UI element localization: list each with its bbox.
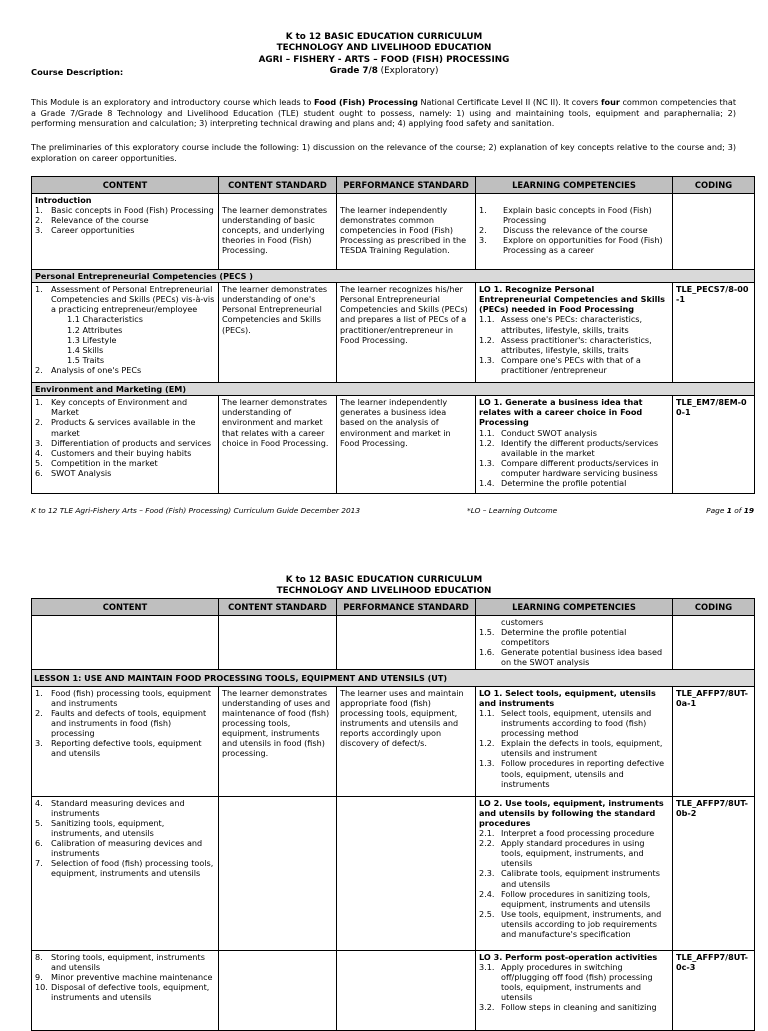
item-text: Identify the different products/services available in the market <box>501 437 659 458</box>
content-cell <box>32 616 219 670</box>
curriculum-table-page2 <box>31 598 755 1031</box>
table-row-em <box>32 396 755 494</box>
item-text: Apply standard procedures in using tools, equipment, instruments, and utensils <box>501 838 645 869</box>
item-text: Competition in the market <box>51 457 158 468</box>
item-number: 6. <box>35 467 43 478</box>
page-text: of <box>731 506 744 515</box>
item-text: Explain the defects in tools, equipment, utensils and instrument <box>501 738 663 759</box>
item-text: Basic concepts in Food (Fish) Processing <box>51 205 214 216</box>
item-text: Select tools, equipment, utensils and instruments according to food (fish) processing method <box>501 707 652 739</box>
list-item <box>35 838 215 858</box>
item-number: 1.3. <box>479 354 495 365</box>
performance-text: The learner independently demonstrates common competencies in Food (Fish) Processing as prescribed in the TESDA Training Regulation. <box>340 205 467 256</box>
coding-cell: TLE_EM7/8EM-00-1 <box>673 396 755 494</box>
item-text: Discuss the relevance of the course <box>503 225 648 236</box>
list-item <box>35 448 215 458</box>
item-number: 2. <box>35 364 43 375</box>
item-number: 1.1. <box>479 314 495 325</box>
item-number: 1.6. <box>479 647 495 658</box>
list-item <box>479 909 669 939</box>
competency-cell <box>476 796 673 950</box>
list-item <box>479 1002 669 1012</box>
item-number: 1.2. <box>479 437 495 448</box>
list-item <box>479 738 669 758</box>
content-standard-cell <box>219 194 337 270</box>
column-header: CONTENT <box>32 177 219 194</box>
list-item <box>35 284 215 314</box>
course-description-label: Course Description: <box>31 67 124 77</box>
table-header-row <box>32 599 755 616</box>
list-item <box>35 858 215 878</box>
footer-note: *LO – Learning Outcome <box>467 506 558 515</box>
coding-cell: TLE_AFFP7/8UT-0b-2 <box>673 796 755 950</box>
item-text: Assess practitioner's: characteristics, attributes, lifestyle, skills, traits <box>501 334 652 355</box>
table-row-lo3 <box>32 950 755 1030</box>
item-text: Differentiation of products and services <box>51 437 212 448</box>
performance-standard-cell: The learner independently generates a business idea based on the analysis of environment and market in Food Processing. <box>337 396 476 494</box>
list-item <box>479 828 669 838</box>
column-header: PERFORMANCE STANDARD <box>337 177 476 194</box>
list-item <box>479 225 669 235</box>
table-row-lo1 <box>32 686 755 796</box>
item-number: 1.1. <box>479 707 495 718</box>
section-title: Environment and Marketing (EM) <box>32 383 755 396</box>
list-item <box>479 478 669 488</box>
content-cell <box>32 283 219 383</box>
item-number: 9. <box>35 971 43 982</box>
header-line: TECHNOLOGY AND LIVELIHOOD EDUCATION <box>276 43 492 54</box>
content-standard-cell <box>219 616 337 670</box>
learning-outcome: LO 3. Perform post-operation activities <box>479 951 658 962</box>
list-item <box>35 468 215 478</box>
list-item <box>35 818 215 838</box>
list-item <box>35 458 215 468</box>
page-number <box>706 506 754 515</box>
item-text: Follow procedures in sanitizing tools, equipment, instruments and utensils <box>501 888 651 909</box>
sub-item: 1.4 Skills <box>67 344 104 355</box>
lesson-title: LESSON 1: USE AND MAINTAIN FOOD PROCESSING TOOLS, EQUIPMENT AND UTENSILS (UT) <box>32 669 755 686</box>
competency-cell <box>476 950 673 1030</box>
item-text: Determine the profile potential competitors <box>501 627 627 648</box>
item-text: Products & services available in the market <box>51 417 196 438</box>
item-number: 1.3. <box>479 758 495 769</box>
item-number: 10. <box>35 981 48 992</box>
list-item <box>479 889 669 909</box>
competency-cell <box>476 194 673 270</box>
column-header: LEARNING COMPETENCIES <box>476 177 673 194</box>
footer-title: K to 12 TLE Agri-Fishery Arts – Food (Fish) Processing) Curriculum Guide December 2013 <box>31 506 361 515</box>
competency-cell <box>476 396 673 494</box>
item-number: 2.1. <box>479 827 495 838</box>
sub-item: 1.3 Lifestyle <box>67 334 117 345</box>
list-item <box>479 335 669 355</box>
column-header: CONTENT STANDARD <box>219 599 337 616</box>
item-text: Explore on opportunities for Food (Fish) Processing as a career <box>503 235 663 256</box>
performance-standard-cell: The learner uses and maintain appropriate food (fish) processing tools, equipment, instruments and utensils and reports accordingly upon discovery of defect/s. <box>337 686 476 796</box>
coding-cell <box>673 616 755 670</box>
item-number: 1.2. <box>479 738 495 749</box>
item-number: 2. <box>35 215 43 226</box>
preliminaries-paragraph: The preliminaries of this exploratory course include the following: 1) discussion on the relevance of the course; 2) explanation of key concepts relative to the course and; 3) exploration on career opportunities. <box>31 142 736 163</box>
column-header: CONTENT <box>32 599 219 616</box>
item-text: Assessment of Personal Entrepreneurial Competencies and Skills (PECs) vis-à-vis a practicing entrepreneur/employee <box>51 284 215 315</box>
item-text: Minor preventive machine maintenance <box>51 971 213 982</box>
item-number: 3. <box>35 738 43 749</box>
list-item <box>479 868 669 888</box>
list-item <box>479 355 669 375</box>
table-header-row <box>32 177 755 194</box>
item-text: Follow procedures in reporting defective tools, equipment, utensils and instruments <box>501 758 665 789</box>
page-footer <box>31 506 754 515</box>
list-item <box>479 962 669 1002</box>
list-item <box>479 758 669 788</box>
page-total: 19 <box>743 506 754 515</box>
item-text: Food (fish) processing tools, equipment and instruments <box>51 687 211 708</box>
list-item <box>479 838 669 868</box>
item-number: 1. <box>35 205 43 216</box>
page-text: Page <box>706 506 727 515</box>
learning-outcome: LO 1. Recognize Personal Entrepreneurial Competencies and Skills (PECs) needed in Food Processing <box>479 284 665 315</box>
performance-standard-cell <box>337 950 476 1030</box>
learning-outcome: LO 2. Use tools, equipment, instruments and utensils by following the standard procedures <box>479 797 664 828</box>
item-number: 7. <box>35 858 43 869</box>
item-text: Storing tools, equipment, instruments and utensils <box>51 951 205 972</box>
item-text: Interpret a food processing procedure <box>501 827 655 838</box>
item-number: 5. <box>35 817 43 828</box>
column-header: CODING <box>673 599 755 616</box>
content-cell <box>32 950 219 1030</box>
list-item <box>479 647 669 667</box>
learning-outcome: LO 1. Generate a business idea that relates with a career choice in Food Processing <box>479 397 643 428</box>
list-item <box>35 688 215 708</box>
competency-cell <box>476 283 673 383</box>
list-item <box>479 314 669 334</box>
item-number: 2. <box>35 417 43 428</box>
item-number: 3. <box>479 235 487 246</box>
item-number: 1.3. <box>479 457 495 468</box>
header-line: K to 12 BASIC EDUCATION CURRICULUM <box>285 32 483 42</box>
item-text: Reporting defective tools, equipment and utensils <box>51 738 202 759</box>
content-cell <box>32 686 219 796</box>
coding-cell: TLE_AFFP7/8UT-0c-3 <box>673 950 755 1030</box>
curriculum-header <box>0 575 768 598</box>
competency-cell <box>476 616 673 670</box>
sub-item: 1.2 Attributes <box>67 324 123 335</box>
continued-text: customers <box>501 617 544 627</box>
item-number: 3. <box>35 225 43 236</box>
header-line: K to 12 BASIC EDUCATION CURRICULUM <box>285 575 483 585</box>
item-number: 1. <box>479 205 487 215</box>
item-number: 1. <box>35 284 43 295</box>
item-text: Compare different products/services in computer hardware servicing business <box>501 457 659 478</box>
item-number: 1.2. <box>479 334 495 345</box>
list-item <box>35 438 215 448</box>
item-number: 3. <box>35 437 43 448</box>
item-number: 6. <box>35 838 43 849</box>
coding-cell: TLE_PECS7/8-00-1 <box>673 283 755 383</box>
item-number: 2. <box>479 225 487 236</box>
item-number: 2. <box>35 707 43 718</box>
item-text: Compare one's PECs with that of a practitioner /entrepreneur <box>501 354 641 375</box>
table-row-introduction <box>32 194 755 270</box>
list-item <box>35 397 215 417</box>
item-text: Follow steps in cleaning and sanitizing <box>501 1002 657 1013</box>
table-row-continued <box>32 616 755 670</box>
item-text: Calibration of measuring devices and instruments <box>51 838 203 859</box>
list-item <box>35 708 215 738</box>
learning-outcome: LO 1. Select tools, equipment, utensils and instruments <box>479 687 656 708</box>
coding-cell <box>673 194 755 270</box>
list-item <box>35 417 215 437</box>
list-item <box>35 215 215 225</box>
grade-label: Grade 7/8 <box>329 66 378 77</box>
list-item <box>479 458 669 478</box>
item-number: 4. <box>35 797 43 808</box>
desc-text: National Certificate Level II (NC II). It covers <box>417 97 602 107</box>
item-text: Career opportunities <box>51 225 135 236</box>
list-item <box>35 365 215 375</box>
item-text: Key concepts of Environment and Market <box>51 397 188 418</box>
list-item <box>479 708 669 738</box>
competency-cell <box>476 686 673 796</box>
coding-cell: TLE_AFFP7/8UT- 0a-1 <box>673 686 755 796</box>
content-standard-cell: The learner demonstrates understanding of environment and market that relates with a career choice in Food Processing. <box>219 396 337 494</box>
desc-text: This Module is an exploratory and introductory course which leads to <box>31 97 314 107</box>
item-text: Standard measuring devices and instruments <box>51 797 185 818</box>
item-number: 1.5. <box>479 627 495 638</box>
column-header: LEARNING COMPETENCIES <box>476 599 673 616</box>
column-header: CODING <box>673 177 755 194</box>
item-number: 1.4. <box>479 478 495 489</box>
item-number: 5. <box>35 457 43 468</box>
sub-item: 1.5 Traits <box>67 354 105 365</box>
list-item <box>35 738 215 758</box>
item-text: Faults and defects of tools, equipment and instruments in food (fish) processing <box>51 707 207 739</box>
list-item <box>35 972 215 982</box>
item-number: 1. <box>35 397 43 408</box>
item-text: Determine the profile potential <box>501 478 627 489</box>
item-number: 8. <box>35 951 43 962</box>
list-item <box>479 428 669 438</box>
item-text: Conduct SWOT analysis <box>501 427 597 438</box>
content-cell <box>32 194 219 270</box>
item-number: 3.2. <box>479 1002 495 1013</box>
item-text: Sanitizing tools, equipment, instruments, and utensils <box>51 817 165 838</box>
item-text: SWOT Analysis <box>51 467 112 478</box>
content-standard-cell: The learner demonstrates understanding of one's Personal Entrepreneurial Competencies and Skills (PECs). <box>219 283 337 383</box>
desc-text: common competencies that a Grade 7/Grade 8 Technology and Livelihood Education (TLE) student ought to possess, namely: 1) using and maintaining tools, equipment and paraphernalia; 2) performing mensuration and calculation; 3) interpreting technical drawing and plans and; 4) applying food safety and sanitation. <box>31 97 736 129</box>
sub-item: 1.1 Characteristics <box>67 314 143 325</box>
item-text: Disposal of defective tools, equipment, instruments and utensils <box>51 981 210 1003</box>
item-number: 2.2. <box>479 838 495 849</box>
page-current: 1 <box>726 506 732 515</box>
list-item <box>35 798 215 818</box>
standard-text: The learner demonstrates understanding of basic concepts, and underlying theories in Food (Fish) Processing. <box>222 205 328 256</box>
intro-title: Introduction <box>35 195 92 205</box>
course-description-paragraph <box>31 97 736 129</box>
item-text: Use tools, equipment, instruments, and utensils according to job requirements and manufacture's specification <box>501 908 662 940</box>
column-header: CONTENT STANDARD <box>219 177 337 194</box>
list-item <box>479 627 669 647</box>
item-text: Selection of food (fish) processing tools, equipment, instruments and utensils <box>51 858 214 879</box>
content-standard-cell <box>219 796 337 950</box>
table-row-pecs <box>32 283 755 383</box>
item-text: Apply procedures in switching off/plugging off food (fish) processing tools, equipment, instruments and utensils <box>501 961 653 1003</box>
item-number: 1.1. <box>479 427 495 438</box>
item-number: 4. <box>35 447 43 458</box>
item-number: 2.4. <box>479 888 495 899</box>
list-item <box>479 235 669 255</box>
section-row-pecs <box>32 270 755 283</box>
table-row-lo2 <box>32 796 755 950</box>
list-item <box>479 205 669 225</box>
item-number: 2.5. <box>479 908 495 919</box>
list-item <box>35 205 215 215</box>
list-item <box>479 438 669 458</box>
list-item <box>35 225 215 235</box>
item-text: Assess one's PECs: characteristics, attributes, lifestyle, skills, traits <box>501 314 643 335</box>
list-item <box>35 982 215 1002</box>
column-header: PERFORMANCE STANDARD <box>337 599 476 616</box>
item-text: Explain basic concepts in Food (Fish) Processing <box>503 205 652 226</box>
desc-emphasis: four <box>601 97 620 107</box>
item-number: 1. <box>35 687 43 698</box>
item-text: Analysis of one's PECs <box>51 364 142 375</box>
performance-standard-cell: The learner recognizes his/her Personal Entrepreneurial Competencies and Skills (PECs) and prepares a list of PECs of a practitioner/entrepreneur in Food Processing. <box>337 283 476 383</box>
performance-standard-cell <box>337 616 476 670</box>
performance-standard-cell <box>337 194 476 270</box>
content-cell <box>32 796 219 950</box>
section-row-em <box>32 383 755 396</box>
curriculum-table-page1 <box>31 176 755 494</box>
list-item <box>35 952 215 972</box>
item-text: Calibrate tools, equipment instruments and utensils <box>501 868 660 889</box>
lesson-row <box>32 669 755 686</box>
content-cell <box>32 396 219 494</box>
item-text: Generate potential business idea based on the SWOT analysis <box>501 647 663 668</box>
performance-standard-cell <box>337 796 476 950</box>
item-number: 3.1. <box>479 961 495 972</box>
header-line: AGRI – FISHERY - ARTS – FOOD (FISH) PROCESSING <box>258 54 510 65</box>
content-standard-cell <box>219 950 337 1030</box>
item-text: Relevance of the course <box>51 215 149 226</box>
item-number: 2.3. <box>479 868 495 879</box>
item-text: Customers and their buying habits <box>51 447 192 458</box>
section-title: Personal Entrepreneurial Competencies (PECS ) <box>32 270 755 283</box>
header-line: TECHNOLOGY AND LIVELIHOOD EDUCATION <box>276 586 492 597</box>
desc-emphasis: Food (Fish) Processing <box>314 97 418 107</box>
grade-note: (Exploratory) <box>377 66 439 77</box>
content-standard-cell: The learner demonstrates understanding of uses and maintenance of food (fish) processing tools, equipment, instruments and utensils in food (fish) processing. <box>219 686 337 796</box>
